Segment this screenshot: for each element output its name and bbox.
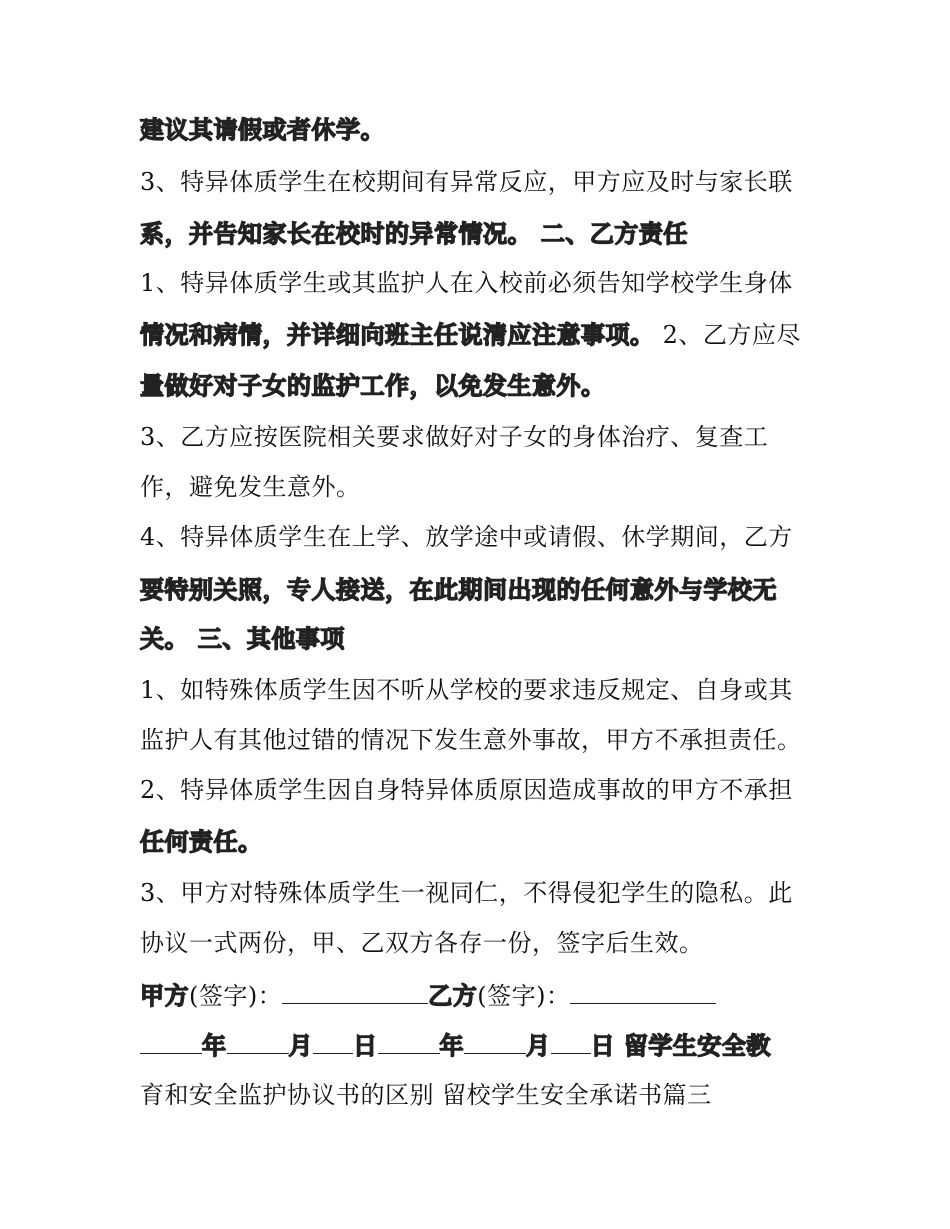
date-unit: 日 <box>590 1032 615 1060</box>
text-line: 4、特异体质学生在上学、放学途中或请假、休学期间，乙方 <box>140 523 793 551</box>
sign-label: (签字)： <box>189 982 283 1010</box>
text-span: 情况和病情，并详细向班主任说清应注意事项。 <box>140 321 655 349</box>
text-line: 2、特异体质学生因自身特异体质原因造成事故的甲方不承担 <box>140 776 793 804</box>
date-blank <box>227 1033 289 1054</box>
text-line: 3、甲方对特殊体质学生一视同仁，不得侵犯学生的隐私。此 <box>140 879 793 907</box>
text-line: 要特别关照，专人接送，在此期间出现的任何意外与学校无 <box>140 576 777 604</box>
text-line: 育和安全监护协议书的区别 留校学生安全承诺书篇三 <box>140 1081 712 1109</box>
date-unit: 年 <box>202 1032 227 1060</box>
date-blank <box>140 1033 202 1054</box>
text-line: 量做好对子女的监护工作，以免发生意外。 <box>140 372 606 400</box>
date-tail: 留学生安全教 <box>615 1032 771 1060</box>
party-a-label: 甲方 <box>140 982 189 1010</box>
sign-label: (签字)： <box>477 982 571 1010</box>
date-blank <box>464 1033 526 1054</box>
date-blank <box>313 1033 353 1054</box>
text-span: 2、乙方应尽 <box>654 321 801 349</box>
date-unit: 日 <box>353 1032 378 1060</box>
text-line: 1、如特殊体质学生因不听从学校的要求违反规定、自身或其 <box>140 676 793 704</box>
text-line: 3、特异体质学生在校期间有异常反应，甲方应及时与家长联 <box>140 168 793 196</box>
date-line <box>140 1031 771 1061</box>
date-blank <box>551 1033 591 1054</box>
text-line: 系，并告知家长在校时的异常情况。 二、乙方责任 <box>140 220 688 248</box>
date-blank <box>378 1033 440 1054</box>
date-unit: 月 <box>526 1032 551 1060</box>
text-line <box>140 320 801 350</box>
date-unit: 月 <box>288 1032 313 1060</box>
text-line: 关。 三、其他事项 <box>140 625 345 653</box>
signature-line <box>140 981 716 1011</box>
date-unit: 年 <box>439 1032 464 1060</box>
text-line: 监护人有其他过错的情况下发生意外事故，甲方不承担责任。 <box>140 726 802 754</box>
text-line: 1、特异体质学生或其监护人在入校前必须告知学校学生身体 <box>140 269 793 297</box>
signature-blank <box>570 983 716 1004</box>
signature-blank <box>282 983 428 1004</box>
text-line: 协议一式两份，甲、乙双方各存一份，签字后生效。 <box>140 929 704 957</box>
party-b-label: 乙方 <box>428 982 478 1010</box>
text-line: 建议其请假或者休学。 <box>140 116 385 144</box>
text-line: 3、乙方应按医院相关要求做好对子女的身体治疗、复查工 <box>140 423 769 451</box>
text-line: 任何责任。 <box>140 828 263 856</box>
text-line: 作，避免发生意外。 <box>140 473 361 501</box>
